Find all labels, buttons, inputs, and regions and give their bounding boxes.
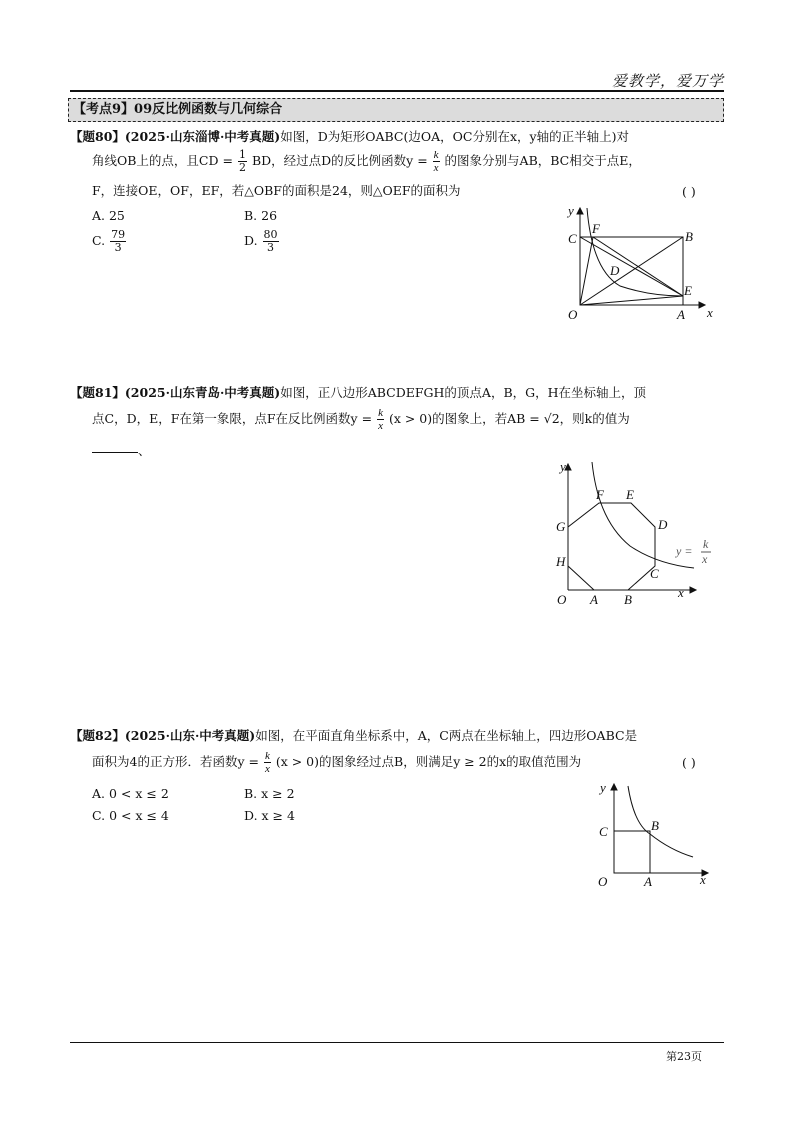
label-f: F [596,487,604,502]
option-c-fraction [110,229,126,254]
hyperbola-curve [628,786,693,857]
fraction-denominator: x [378,420,383,432]
question-82-line2 [92,749,725,775]
option-a: A. 25 [92,208,125,223]
label-b: B [685,229,693,244]
curve-label-x: x [702,552,708,566]
diagonal-ob [580,237,683,305]
question-80-answer-blank: ( ) [682,184,696,199]
segment-oe [580,296,683,305]
question-80-label: 【题80】(2025·山东淄博·中考真题) [70,129,281,144]
fraction-k-over-x [377,407,384,432]
fraction-denominator: x [433,162,439,174]
label-c: C [599,824,608,839]
label-h: H [556,554,566,569]
y-axis-arrow [577,208,583,214]
option-d-fraction [263,229,279,254]
label-y: y [560,459,566,474]
figure-80-rectangle-diagram [560,200,725,325]
segment-of [580,237,593,305]
fraction-denominator: x [264,763,270,775]
option-d: D. x ≥ 4 [244,808,295,823]
question-81-label: 【题81】(2025·山东青岛·中考真题) [70,385,281,400]
y-axis-arrow [565,464,571,470]
segment-ce [580,237,683,296]
question-82-text-2b: (x > 0)的图象经过点B，则满足y ≥ 2的x的取值范围为 [275,754,582,769]
question-82-text-2a: 面积为4的正方形．若函数y = [92,754,259,769]
option-d-prefix: D. [244,233,258,248]
label-a: A [677,307,685,322]
fraction-numerator: 80 [263,228,278,241]
y-axis-arrow [611,784,617,790]
fraction-numerator: 79 [111,228,126,241]
question-80-text-2a: 角线OB上的点，且CD = [92,153,233,168]
x-axis-arrow [690,587,696,593]
label-c: C [650,566,659,581]
fraction-denominator: 3 [267,241,275,254]
fraction-numerator: k [433,149,439,161]
label-d: D [658,517,668,532]
fraction-k-over-x [264,750,271,775]
option-c-prefix: C. [92,233,106,248]
option-c [92,229,127,254]
label-e: E [684,283,692,298]
label-b: B [624,592,632,607]
label-o: O [557,592,567,607]
option-b: B. 26 [244,208,278,223]
fraction-denominator: 2 [238,161,246,174]
option-d [244,229,280,254]
curve-label-y: y = [676,544,693,558]
question-81-text-3: 、 [138,443,151,458]
option-a: A. 0 < x ≤ 2 [92,786,169,801]
question-80-line2 [92,148,725,174]
label-o: O [568,307,578,322]
question-82-text-1: 如图，在平面直角坐标系中，A，C两点在坐标轴上，四边形OABC是 [255,728,638,743]
question-80-text-3: F，连接OE，OF，EF，若△OBF的面积是24，则△OEF的面积为 [92,183,461,198]
fraction-one-half [238,149,247,174]
question-81-line2 [92,406,725,432]
label-a: A [590,592,598,607]
question-82-line1 [70,723,725,749]
square-oabc [614,831,650,873]
question-80-text-1: 如图，D为矩形OABC(边OA，OC分别在x，y轴的正半轴上)对 [280,129,629,144]
question-80-text-2b: BD，经过点D的反比例函数y = [251,153,428,168]
label-o: O [598,874,608,889]
fraction-numerator: k [264,750,270,762]
label-b: B [651,818,659,833]
label-a: A [644,874,652,889]
fraction-numerator: k [378,407,383,419]
option-c: C. 0 < x ≤ 4 [92,808,169,823]
figure-81-octagon-diagram [552,458,717,608]
question-81-line1 [70,380,725,406]
figure-82-square-diagram [590,778,715,890]
question-81-text-2b: (x > 0)的图象上，若AB = √2，则k的值为 [388,411,630,426]
fraction-k-over-x [433,149,440,174]
x-axis-arrow [699,302,705,308]
header-slogan: 爱教学，爱万学 [612,72,725,90]
label-g: G [556,519,566,534]
page-number: 第23页 [666,1050,702,1063]
question-81-text-1: 如图，正八边形ABCDEFGH的顶点A，B，G，H在坐标轴上，顶 [280,385,647,400]
regular-octagon [568,503,655,590]
option-b: B. x ≥ 2 [244,786,295,801]
label-x: x [700,872,706,887]
fraction-numerator: 1 [238,148,246,161]
question-82-label: 【题82】(2025·山东·中考真题) [70,728,256,743]
header-rule [70,90,724,92]
section-title: 【考点9】09反比例函数与几何综合 [68,98,724,122]
question-82-answer-blank: ( ) [682,755,696,770]
hyperbola-curve [587,208,683,296]
label-y: y [600,780,606,795]
label-d: D [610,263,620,278]
label-x: x [678,585,684,600]
question-81-text-2a: 点C，D，E，F在第一象限，点F在反比例函数y = [92,411,373,426]
answer-blank-line [92,452,138,453]
label-c: C [568,231,577,246]
label-f: F [592,221,600,236]
label-y: y [568,203,574,218]
fraction-denominator: 3 [114,241,122,254]
curve-label-k: k [703,537,709,551]
question-80-text-2c: 的图象分别与AB，BC相交于点E， [444,153,641,168]
footer-rule [70,1042,724,1043]
question-80-line1 [70,124,725,150]
label-e: E [626,487,634,502]
label-x: x [707,305,713,320]
